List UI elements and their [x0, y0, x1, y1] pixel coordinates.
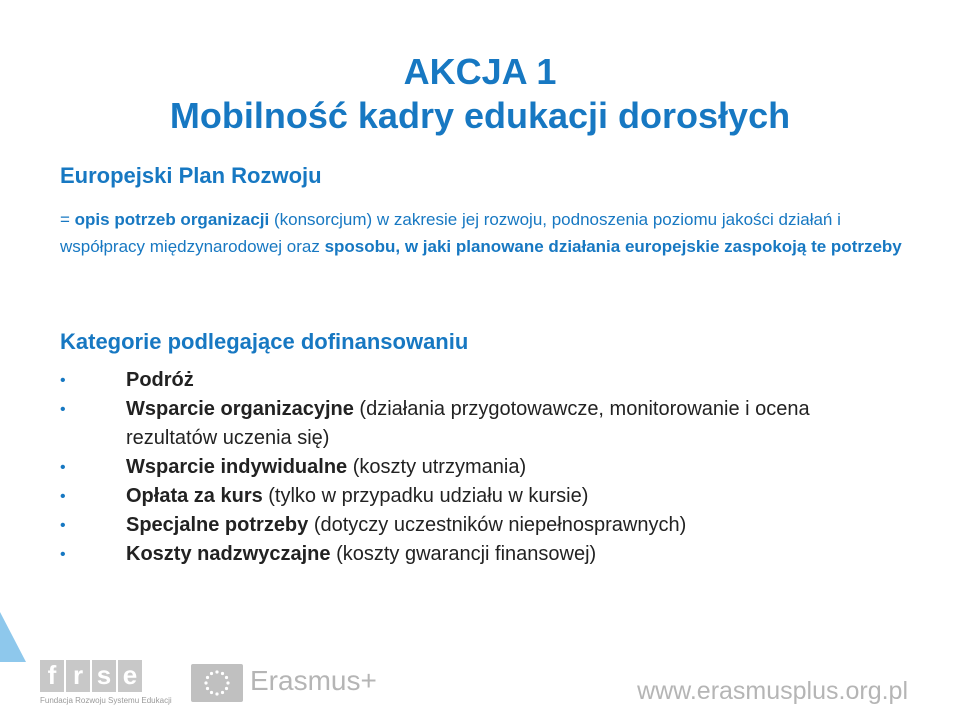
bullet-icon: •	[60, 459, 66, 476]
list-item	[0, 366, 900, 395]
footer	[0, 650, 960, 719]
item-normal: (koszty gwarancji finansowej)	[330, 543, 597, 565]
slide-title-line2: Mobilność kadry edukacji dorosłych	[169, 95, 791, 136]
item-bold: Opłata za kurs	[126, 485, 263, 507]
bullet-icon: •	[60, 546, 66, 563]
list-item	[0, 453, 900, 482]
desc-normal1: (konsorcjum) w zakresie jej rozwoju, podnoszenia poziomu jakości działań i współpracy międzynarodowej oraz	[60, 210, 841, 256]
section2-heading: Kategorie podlegające dofinansowaniu	[60, 329, 469, 354]
section1-heading: Europejski Plan Rozwoju	[60, 163, 322, 188]
category-list	[0, 366, 900, 569]
frse-letter: s	[92, 660, 116, 692]
list-item	[0, 511, 900, 540]
bullet-icon: •	[60, 401, 66, 418]
frse-letter: r	[66, 660, 90, 692]
frse-letter: f	[40, 660, 64, 692]
frse-caption: Fundacja Rozwoju Systemu Edukacji	[40, 696, 172, 705]
list-item	[0, 395, 900, 453]
item-bold: Specjalne potrzeby	[126, 514, 309, 536]
item-normal: (tylko w przypadku udziału w kursie)	[262, 485, 589, 507]
bullet-icon: •	[60, 488, 66, 505]
desc-eq: =	[60, 210, 75, 229]
section1-description	[60, 206, 920, 260]
item-normal: (dotyczy uczestników niepełnosprawnych)	[308, 514, 687, 536]
item-bold: Koszty nadzwyczajne	[126, 543, 331, 565]
erasmus-logo-text: Erasmus+	[250, 665, 377, 696]
item-normal: (działania przygotowawcze, monitorowanie i ocena rezultatów uczenia się)	[126, 398, 810, 449]
item-bold: Wsparcie indywidualne	[126, 456, 348, 478]
item-normal: (koszty utrzymania)	[347, 456, 527, 478]
eu-flag-icon	[191, 664, 243, 702]
list-item	[0, 540, 900, 569]
item-bold: Podróż	[126, 369, 194, 391]
list-item	[0, 482, 900, 511]
bullet-icon: •	[60, 372, 66, 389]
slide-title-line1: AKCJA 1	[403, 51, 557, 92]
frse-letter: e	[118, 660, 142, 692]
item-bold: Wsparcie organizacyjne	[126, 398, 354, 420]
desc-bold2: sposobu, w jaki planowane działania europejskie zaspokoją te potrzeby	[324, 237, 902, 256]
bullet-icon: •	[60, 517, 66, 534]
website-url[interactable]: www.erasmusplus.org.pl	[637, 677, 908, 705]
frse-letters	[40, 660, 160, 692]
desc-bold1: opis potrzeb organizacji	[74, 210, 270, 229]
frse-logo	[40, 660, 172, 714]
